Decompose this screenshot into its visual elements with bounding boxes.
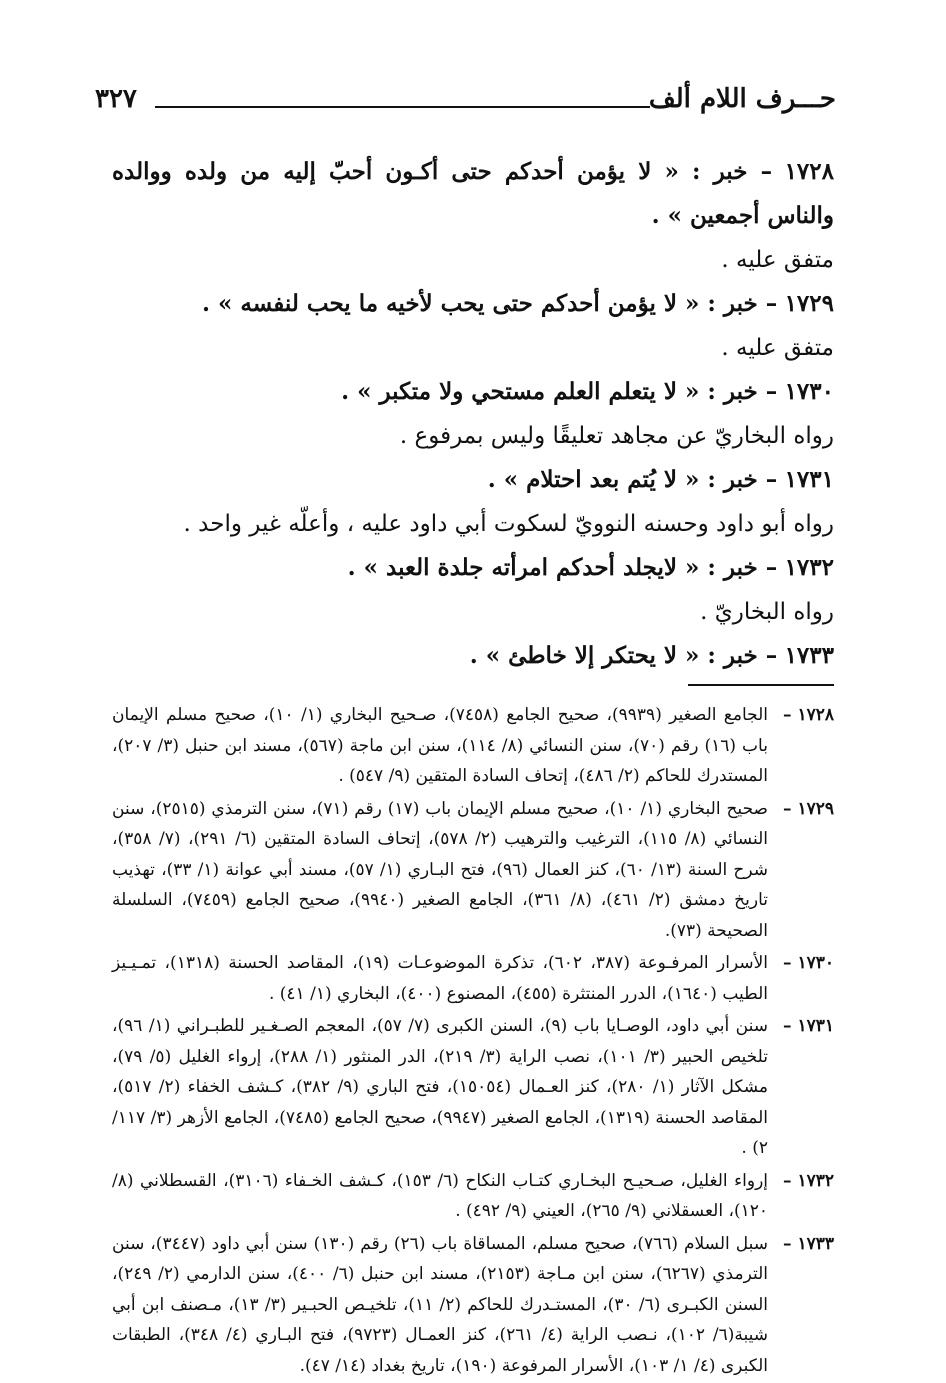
- footnote-text: الأسرار المرفـوعة (٣٨٧، ٦٠٢)، تذكرة الموضوعـات (١٩)، المقاصد الحسنة (١٣١٨)، تمـيـيز الطيب (١٦٤٠)، الدرر المنتثرة (٤٥٥)، المصنوع (٤٠٠)، البخاري (١/ ٤١) .: [112, 953, 768, 1004]
- footnote: [112, 700, 834, 792]
- footnote: [112, 1011, 834, 1164]
- footnote: [112, 948, 834, 1009]
- footnote-number: ١٧٣٠ –: [783, 953, 834, 973]
- hadith-entry: [112, 150, 834, 238]
- header-rule: [155, 106, 650, 108]
- hadith-entry: [112, 282, 834, 326]
- footnotes: [112, 700, 834, 1383]
- footnote: [112, 794, 834, 947]
- footnote: [112, 1229, 834, 1382]
- hadith-text: – خبر : « لا يتعلم العلم مستحي ولا متكبر » .: [341, 378, 778, 405]
- hadith-entry: [112, 546, 834, 590]
- hadith-entry: [112, 634, 834, 678]
- hadith-entry: [112, 370, 834, 414]
- footnote-number: ١٧٢٩ –: [783, 798, 834, 819]
- hadith-number: ١٧٢٨: [784, 158, 834, 185]
- footnote-text: الجامع الصغير (٩٩٣٩)، صحيح الجامع (٧٤٥٨)، صـحيح البخاري (١/ ١٠)، صحيح مسلم الإيمان باب (١٦) رقم (٧٠)، سنن النسائي (٨/ ١١٤)، سنن ابن ماجة (٥٦٧)، مسند ابن حنبل (٣/ ٢٠٧)، المستدرك للحاكم (٢/ ٤٨٦)، إتحاف السادة المتقين (٩/ ٥٤٧) .: [112, 705, 768, 786]
- main-text: [112, 150, 834, 678]
- page-header: [95, 82, 836, 122]
- hadith-number: ١٧٣٢: [784, 554, 834, 581]
- footnote-number: ١٧٣٢ –: [783, 1170, 834, 1191]
- hadith-number: ١٧٣١: [784, 466, 834, 493]
- footnote: [112, 1166, 834, 1227]
- footnote-number: ١٧٣١ –: [783, 1016, 834, 1036]
- hadith-text: – خبر : « لا يؤمن أحدكم حتى يحب لأخيه ما يحب لنفسه » .: [202, 290, 778, 317]
- hadith-number: ١٧٣٣: [784, 642, 834, 669]
- page-number: ٣٢٧: [95, 84, 137, 114]
- footnote-text: سنن أبي داود، الوصـايا باب (٩)، السنن الكبرى (٧/ ٥٧)، المعجم الصـغـير للطبـراني (١/ ٩٦)، تلخيص الحبير (٣/ ١٠١)، نصب الراية (٣/ ٢١٩)، الدر المنثور (١/ ٢٨٨)، إرواء الغليل (٥/ ٧٩)، مشكل الآثار (١/ ٢٨٠)، كنز العـمال (١٥٠٥٤)، فتح الباري (٩/ ٣٨٢)، كـشف الخفاء (٢/ ٥١٧)، المقاصد الحسنة (١٣١٩)، الجامع الصغير (٩٩٤٧)، صحيح الجامع (٧٤٨٥)، الجامع الأزهر (٣/ ١١٧/ ٢) .: [112, 1016, 769, 1158]
- hadith-number: ١٧٢٩: [784, 290, 834, 317]
- footnote-text: صحيح البخاري (١/ ١٠)، صحيح مسلم الإيمان باب (١٧) رقم (٧١)، سنن الترمذي (٢٥١٥)، سنن النسائي (٨/ ١١٥)، الترغيب والترهيب (٢/ ٥٧٨)، إتحاف السادة المتقين (٦/ ٢٩١)، (٧/ ٣٥٨)، شرح السنة (١٣/ ٦٠)، كنز العمال (٩٦)، فتح البـاري (١/ ٥٧)، مسند أبي عوانة (١/ ٣٣)، تهذيب تاريخ دمشق (٢/ ٤٦١)، (٨/ ٣٦١)، الجامع الصغير (٩٩٤٠)، صحيح الجامع (٧٤٥٩)، السلسلة الصحيحة (٧٣).: [112, 798, 769, 941]
- footnote-divider: [688, 684, 834, 686]
- footnote-text: إرواء الغليل، صـحيـح البخـاري كتـاب النكاح (٦/ ١٥٣)، كـشف الخـفاء (٣١٠٦)، القسطلاني (٨/ ١٢٠)، العسقلاني (٩/ ٢٦٥)، العيني (٩/ ٤٩٢) .: [112, 1170, 768, 1221]
- footnote-number: ١٧٣٣ –: [783, 1233, 834, 1254]
- hadith-note: رواه البخاريّ عن مجاهد تعليقًا وليس بمرفوع .: [399, 423, 834, 449]
- footnote-text: سبل السلام (٧٦٦)، صحيح مسلم، المساقاة باب (٢٦) رقم (١٣٠) سنن أبي داود (٣٤٤٧)، سنن الترمذي (٦٢٦٧)، سنن ابن مـاجة (٢١٥٣)، مسند ابن حنبل (٦/ ٤٠٠)، سنن الدارمي (٢/ ٢٤٩)، السنن الكبـرى (٦/ ٣٠)، المستـدرك للحاكم (٢/ ١١)، تلخيـص الحبـير (٣/ ١٣)، مـصنف ابن أبي شيبة(٦/ ١٠٢)، نـصب الراية (٤/ ٢٦١)، كنز العمـال (٩٧٢٣)، فتح البـاري (٤/ ٣٤٨)، الطبقات الكبرى (٤/ ١/ ١٠٣)، الأسرار المرفوعة (١٩٠)، تاريخ بغداد (١٤/ ٤٧).: [112, 1233, 769, 1376]
- hadith-note: متفق عليه .: [721, 335, 834, 361]
- hadith-number: ١٧٣٠: [784, 378, 834, 405]
- hadith-text: – خبر : « لا يؤمن أحدكم حتى أكـون أحبّ إليه من ولده ووالده والناس أجمعين » .: [112, 158, 834, 229]
- hadith-text: – خبر : « لا يحتكر إلا خاطئ » .: [469, 642, 778, 669]
- hadith-entry: [112, 458, 834, 502]
- hadith-note: متفق عليه .: [721, 247, 834, 273]
- hadith-note: رواه البخاريّ .: [700, 599, 834, 625]
- hadith-note: رواه أبو داود وحسنه النوويّ لسكوت أبي داود عليه ، وأعلّه غير واحد .: [183, 511, 834, 537]
- chapter-title: حـــرف اللام ألف: [648, 84, 836, 114]
- footnote-number: ١٧٢٨ –: [783, 705, 834, 725]
- hadith-text: – خبر : « لا يُتم بعد احتلام » .: [487, 466, 778, 493]
- hadith-text: – خبر : « لايجلد أحدكم امرأته جلدة العبد » .: [347, 554, 778, 581]
